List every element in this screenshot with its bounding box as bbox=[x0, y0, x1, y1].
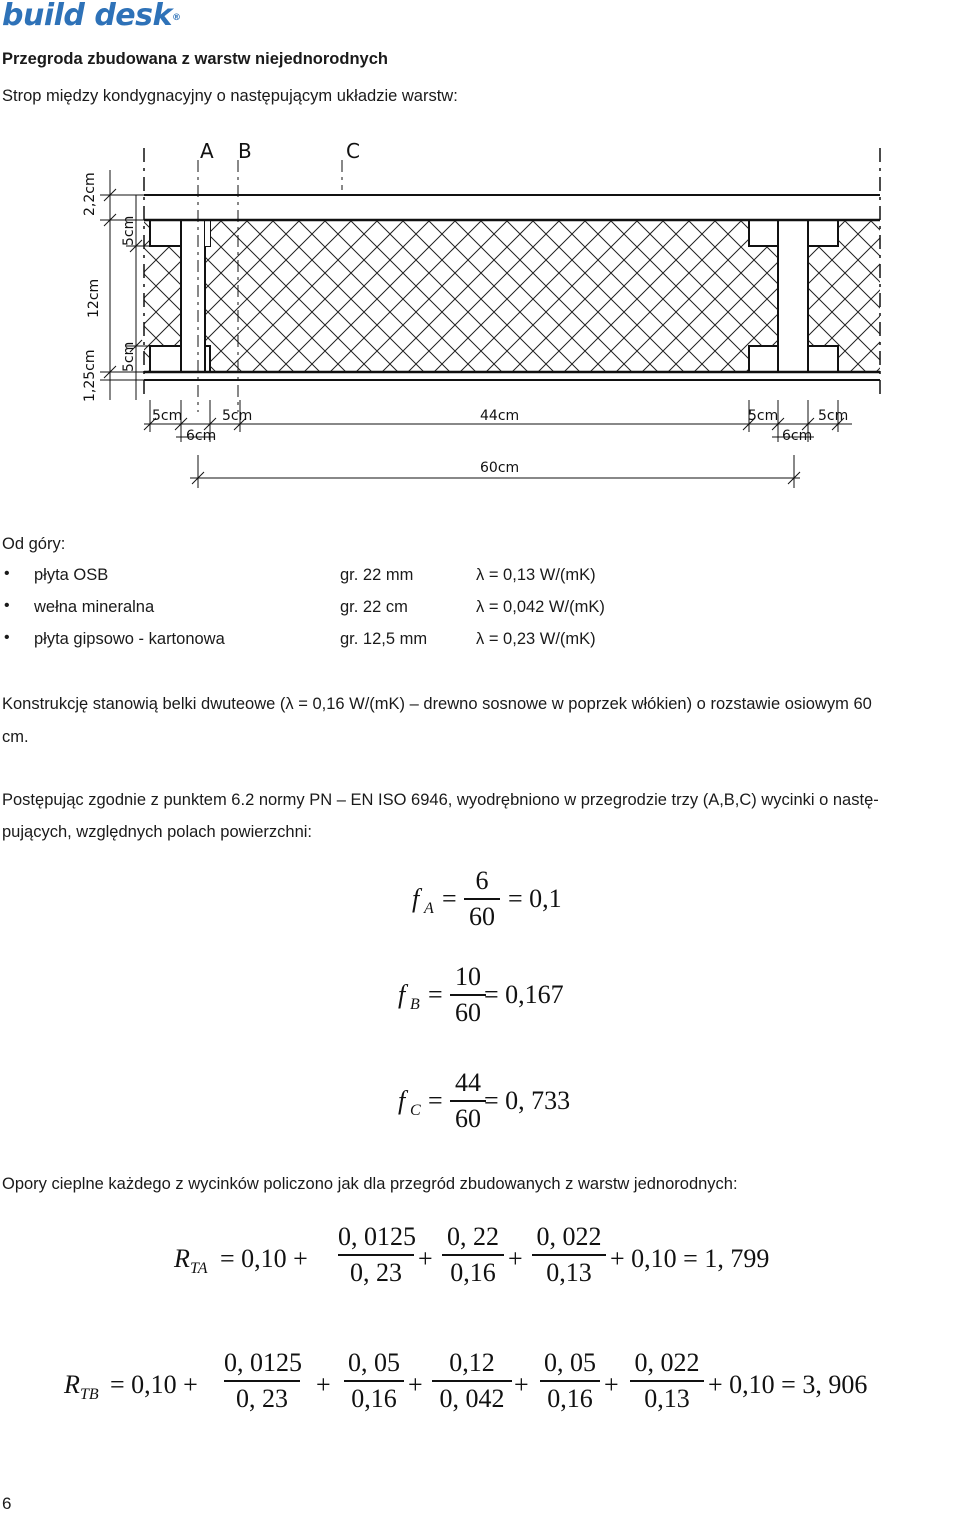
layer-lambda: λ = 0,042 W/(mK) bbox=[476, 598, 605, 616]
page-number: 6 bbox=[2, 1494, 12, 1513]
bullet-icon: • bbox=[4, 597, 10, 614]
resistance-intro: Opory cieplne każdego z wycinków policzono jak dla przegród zbudowanych z warstw jednorodnych: bbox=[2, 1175, 738, 1193]
section-label-a: A bbox=[200, 139, 214, 163]
layer-thickness: gr. 22 mm bbox=[340, 566, 414, 584]
equation-rtb: R TB = 0,10 + 0, 0125 0, 23 + 0, 05 0,16 + 0,12 0, 042 + 0, 05 0,16 + 0, 022 0,13 + 0,10 = 3, 906 bbox=[64, 1348, 868, 1413]
dim-total-60cm: 60cm bbox=[480, 460, 520, 476]
page-heading: Przegroda zbudowana z warstw niejednorodnych bbox=[2, 50, 388, 68]
dim-12cm: 12cm bbox=[86, 278, 102, 318]
equation-fb: f B = 10 60 = 0,167 bbox=[398, 962, 564, 1027]
layer-name: płyta OSB bbox=[34, 566, 109, 584]
list-item bbox=[0, 565, 960, 587]
equation-fc: f C = 44 60 = 0, 733 bbox=[398, 1068, 571, 1133]
beam-web-left bbox=[181, 220, 205, 372]
dim-bottom-6cm-left: 6cm bbox=[186, 428, 217, 444]
layer-name: wełna mineralna bbox=[34, 598, 155, 616]
section-label-c: C bbox=[346, 139, 360, 163]
layer-thickness: gr. 22 cm bbox=[340, 598, 408, 616]
construction-text-2: cm. bbox=[2, 728, 29, 746]
dim-bottom-5cm-2: 5cm bbox=[222, 408, 253, 424]
intro-text: Strop między kondygnacyjny o następującym układzie warstw: bbox=[2, 87, 458, 105]
floor-section-drawing bbox=[70, 138, 890, 490]
bullet-icon: • bbox=[4, 565, 10, 582]
dim-bottom-5cm-4: 5cm bbox=[818, 408, 849, 424]
layer-thickness: gr. 12,5 mm bbox=[340, 630, 428, 648]
layer-name: płyta gipsowo - kartonowa bbox=[34, 630, 225, 648]
dim-bottom-6cm-right: 6cm bbox=[782, 428, 813, 444]
equation-fa: f A = 6 60 = 0,1 bbox=[412, 866, 562, 931]
dim-bottom-5cm-3: 5cm bbox=[748, 408, 779, 424]
dim-5cm-bottom: 5cm bbox=[121, 341, 137, 372]
procedure-text-2: pujących, względnych polach powierzchni: bbox=[2, 823, 313, 841]
bullet-icon: • bbox=[4, 629, 10, 646]
dim-2-2cm: 2,2cm bbox=[82, 172, 98, 216]
construction-text-1: Konstrukcję stanowią belki dwuteowe (λ = 0,16 W/(mK) – drewno sosnowe w poprzek włókien) o rozstawie osiowym 60 bbox=[2, 695, 872, 713]
layer-lambda: λ = 0,23 W/(mK) bbox=[476, 630, 596, 648]
dim-5cm-top: 5cm bbox=[121, 215, 137, 246]
procedure-text-1: Postępując zgodnie z punktem 6.2 normy PN – EN ISO 6946, wyodrębniono w przegrodzie trzy (A,B,C) wycinki o nastę- bbox=[2, 791, 879, 809]
layers-title: Od góry: bbox=[2, 535, 66, 553]
list-item bbox=[0, 629, 960, 651]
dim-1-25cm: 1,25cm bbox=[82, 349, 98, 402]
dim-bottom-44cm: 44cm bbox=[480, 408, 520, 424]
dim-bottom-5cm-1: 5cm bbox=[152, 408, 183, 424]
list-item bbox=[0, 597, 960, 619]
section-label-b: B bbox=[238, 139, 252, 163]
layer-lambda: λ = 0,13 W/(mK) bbox=[476, 566, 596, 584]
beam-web-right bbox=[778, 220, 808, 372]
equation-rta: R TA = 0,10 + 0, 0125 0, 23 + 0, 22 0,16 + 0, 022 0,13 + 0,10 = 1, 799 bbox=[174, 1222, 770, 1287]
builddesk-logo: build desk® bbox=[2, 0, 181, 33]
